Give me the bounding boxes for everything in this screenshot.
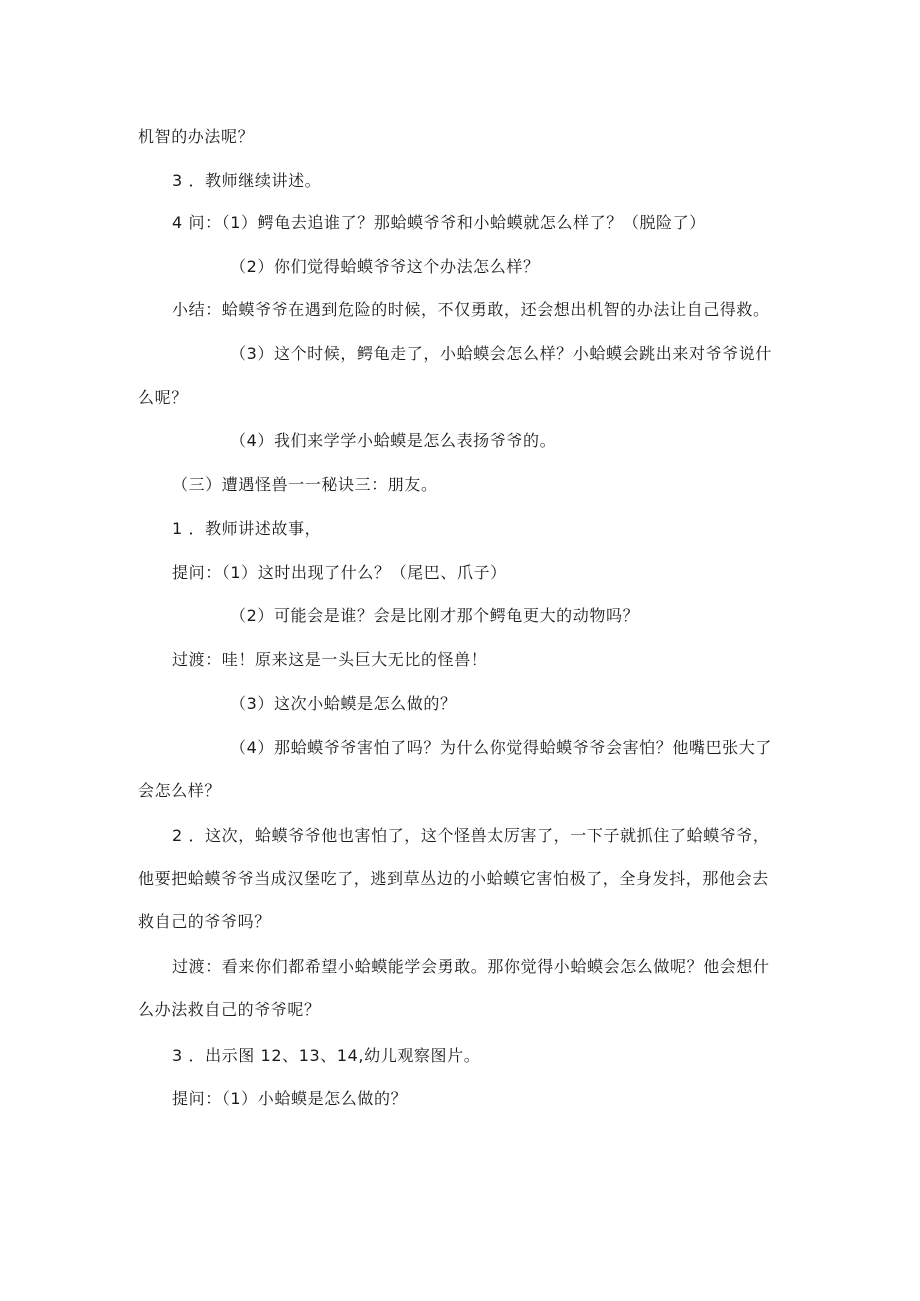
text-line: 3 ．出示图 12、13、14,幼儿观察图片。 bbox=[172, 1046, 481, 1065]
text-line: （4）我们来学学小蛤蟆是怎么表扬爷爷的。 bbox=[230, 431, 557, 450]
text-line: 救自己的爷爷吗？ bbox=[138, 912, 271, 931]
text-line: 会怎么样？ bbox=[138, 781, 222, 800]
text-line: 提问：（1）小蛤蟆是怎么做的？ bbox=[172, 1089, 408, 1108]
text-line: （2）你们觉得蛤蟆爷爷这个办法怎么样？ bbox=[230, 257, 540, 276]
text-line: （3）这次小蛤蟆是怎么做的？ bbox=[230, 694, 457, 713]
text-line: 2 ．这次，蛤蟆爷爷他也害怕了，这个怪兽太厉害了，一下子就抓住了蛤蟆爷爷， bbox=[172, 826, 770, 845]
text-line: 么办法救自己的爷爷呢？ bbox=[138, 1000, 321, 1019]
text-line: （2）可能会是谁？会是比刚才那个鳄龟更大的动物吗？ bbox=[230, 606, 640, 625]
text-line: 过渡：哇！原来这是一头巨大无比的怪兽！ bbox=[172, 650, 488, 669]
text-line: （4）那蛤蟆爷爷害怕了吗？为什么你觉得蛤蟆爷爷会害怕？他嘴巴张大了 bbox=[230, 738, 772, 757]
text-line: 么呢？ bbox=[138, 388, 188, 407]
text-line: 他要把蛤蟆爷爷当成汉堡吃了，逃到草丛边的小蛤蟆它害怕极了，全身发抖，那他会去 bbox=[138, 869, 769, 888]
text-line: 过渡：看来你们都希望小蛤蟆能学会勇敢。那你觉得小蛤蟆会怎么做呢？他会想什 bbox=[172, 957, 770, 976]
text-line: 提问：（1）这时出现了什么？（尾巴、爪子） bbox=[172, 563, 507, 582]
text-line: 1 ．教师讲述故事， bbox=[172, 519, 322, 538]
text-line: 机智的办法呢？ bbox=[138, 127, 255, 146]
text-line: （3）这个时候，鳄龟走了，小蛤蟆会怎么样？小蛤蟆会跳出来对爷爷说什 bbox=[230, 344, 772, 363]
text-line: 3 ．教师继续讲述。 bbox=[172, 171, 322, 190]
text-line: 小结：蛤蟆爷爷在遇到危险的时候，不仅勇敢，还会想出机智的办法让自己得救。 bbox=[172, 300, 770, 319]
text-line: 4 问：（1）鳄龟去追谁了？那蛤蟆爷爷和小蛤蟆就怎么样了？（脱险了） bbox=[172, 213, 706, 232]
section-heading: （三）遭遇怪兽一一秘诀三：朋友。 bbox=[172, 475, 438, 494]
